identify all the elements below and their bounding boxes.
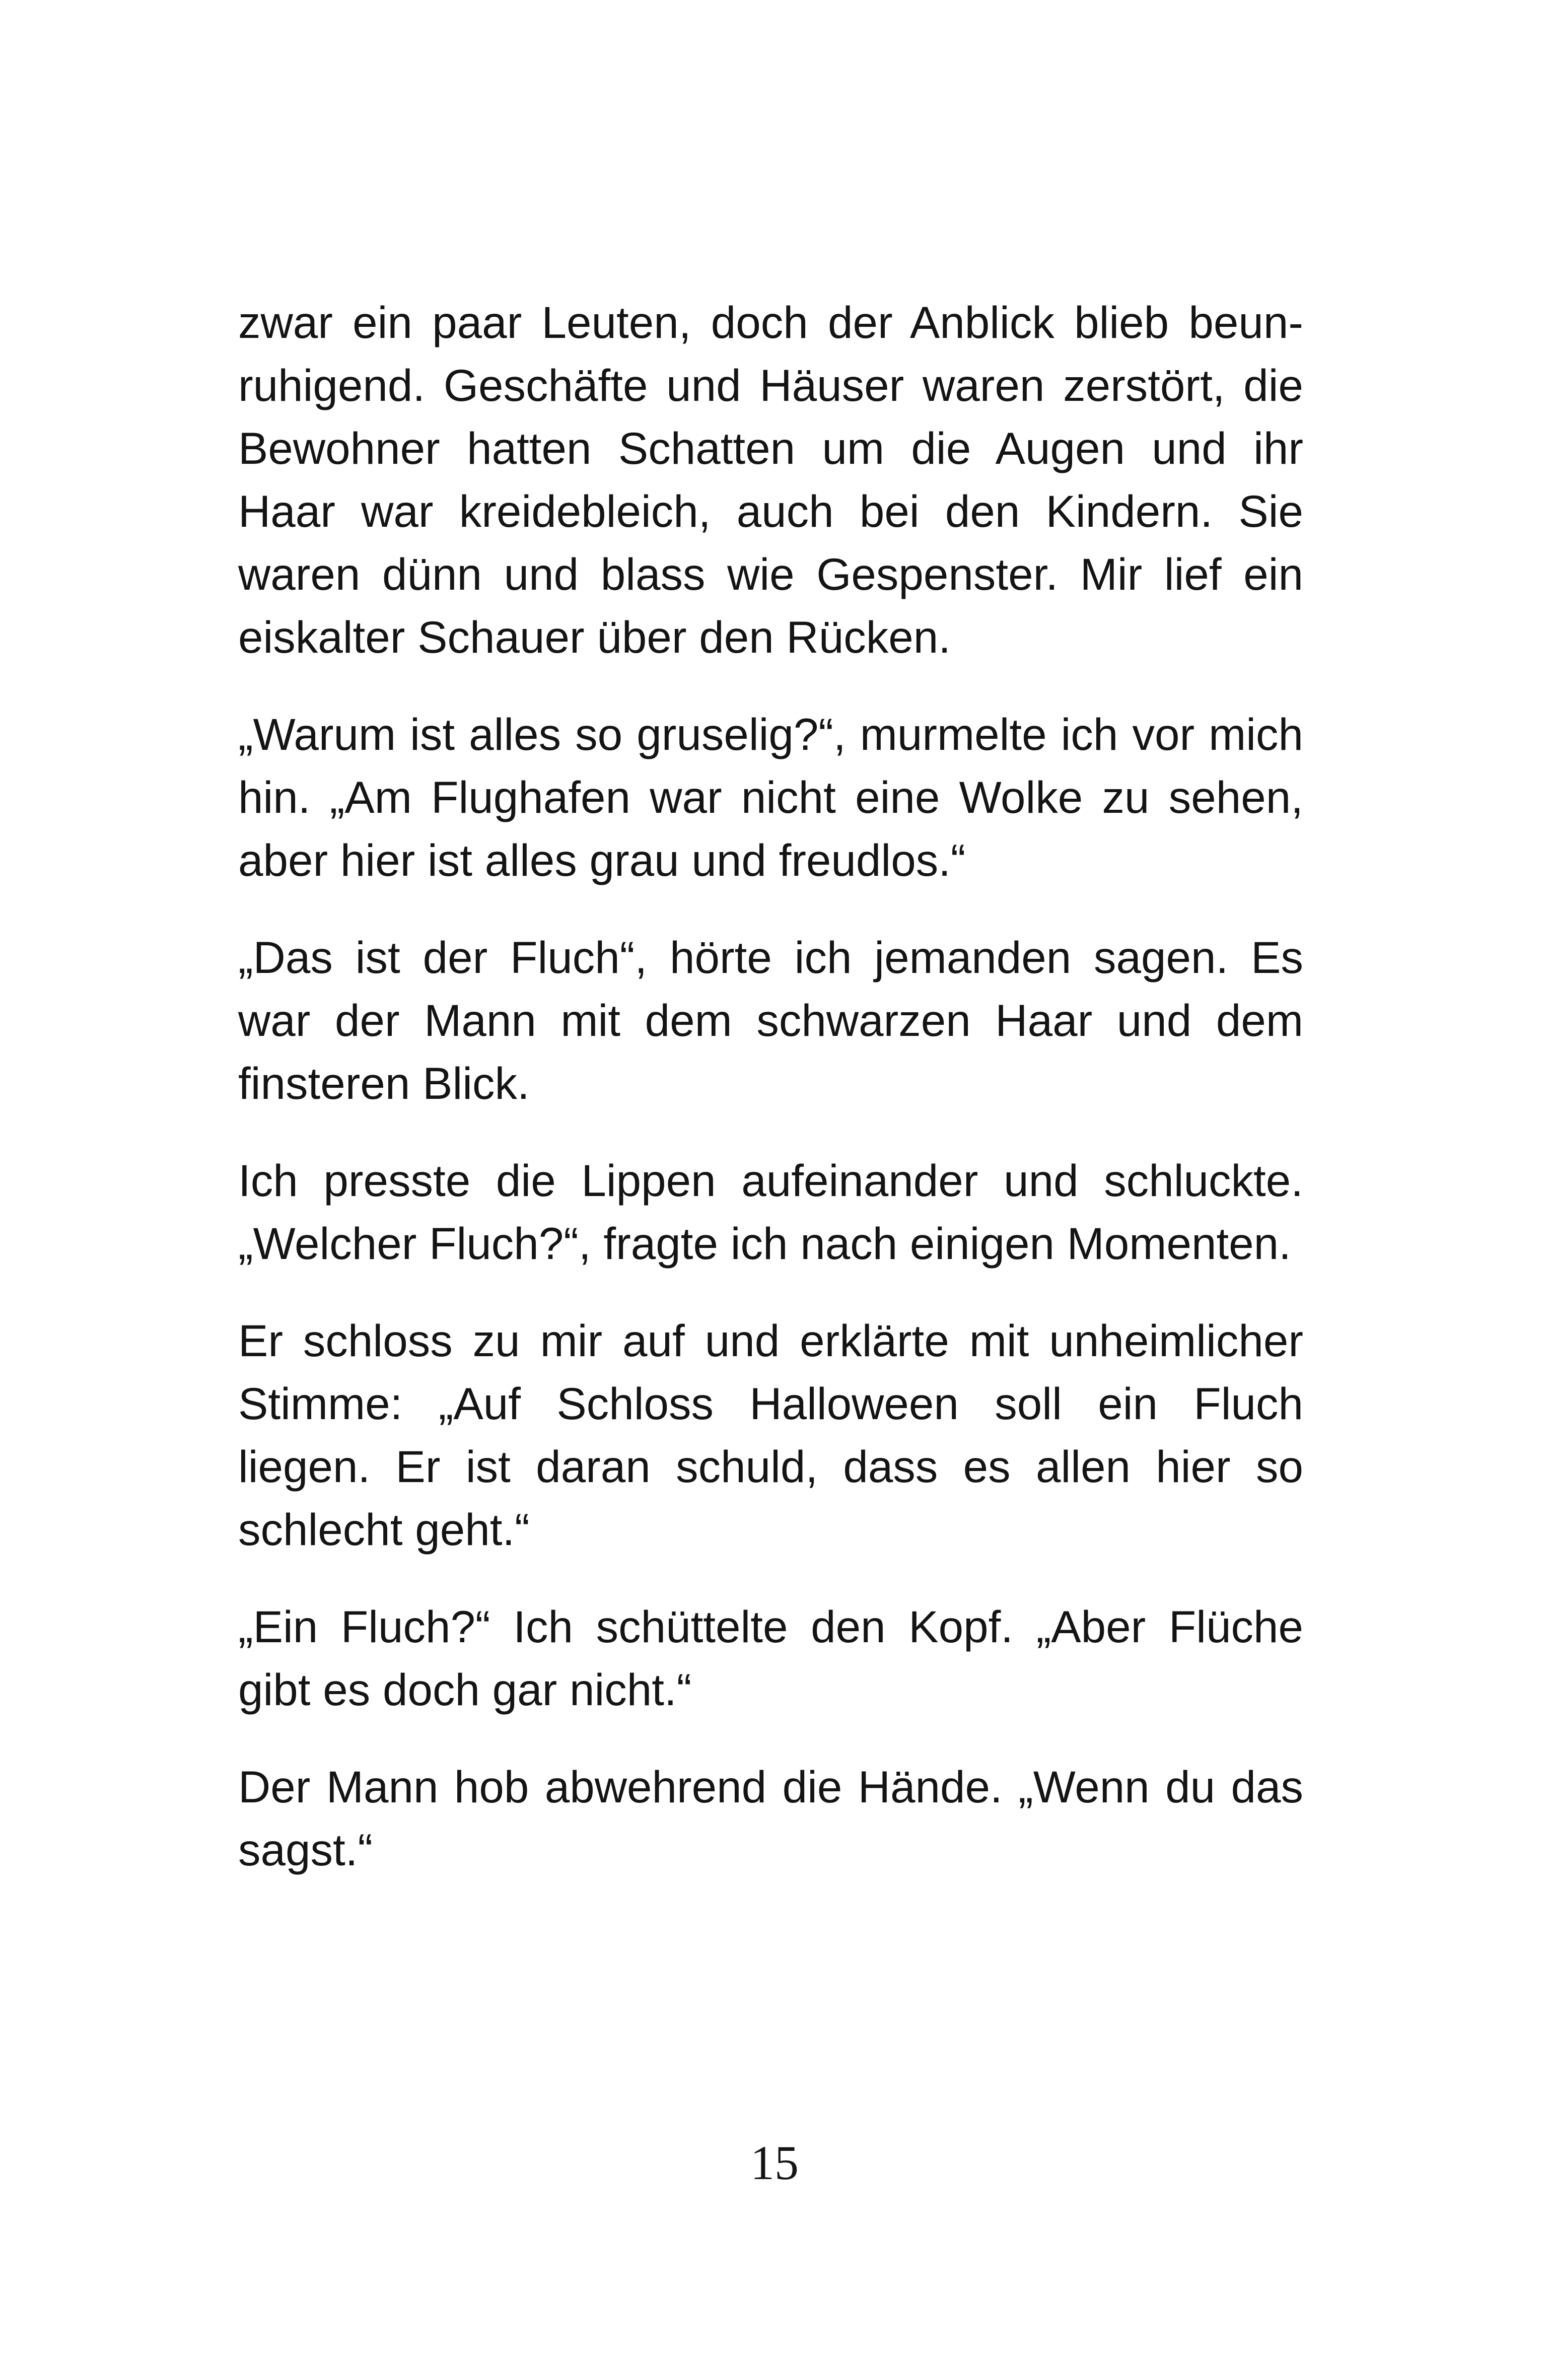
paragraph-2: „Warum ist alles so gruselig?“, murmelte ich vor mich hin. „Am Flughafen war nicht eine Wolke zu sehen, aber hier ist alles grau und freudlos.“	[238, 709, 1303, 885]
paragraph-3: „Das ist der Fluch“, hörte ich jemanden sagen. Es war der Mann mit dem schwarzen Haar und dem finsteren Blick.	[238, 932, 1303, 1108]
paragraph-5: Er schloss zu mir auf und erklärte mit unheimlicher Stimme: „Auf Schloss Halloween soll ein Fluch liegen. Er ist daran schuld, dass es allen hier so schlecht geht.“	[238, 1315, 1303, 1555]
body-text	[238, 291, 1303, 1881]
paragraph-1: zwar ein paar Leuten, doch der Anblick blieb beun-ruhigend. Geschäfte und Häuser waren zerstört, die Bewohner hatten Schatten um die Augen und ihr Haar war kreidebleich, auch bei den Kindern. Sie waren dünn und blass wie Gespenster. Mir lief ein eiskalter Schauer über den Rücken.	[238, 297, 1303, 662]
paragraph-6: „Ein Fluch?“ Ich schüttelte den Kopf. „Aber Flüche gibt es doch gar nicht.“	[238, 1601, 1303, 1715]
paragraph-4: Ich presste die Lippen aufeinander und schluckte. „Welcher Fluch?“, fragte ich nach einigen Momenten.	[238, 1155, 1303, 1269]
paragraph-7: Der Mann hob abwehrend die Hände. „Wenn du das sagst.“	[238, 1762, 1303, 1875]
page-number: 15	[750, 2136, 799, 2190]
